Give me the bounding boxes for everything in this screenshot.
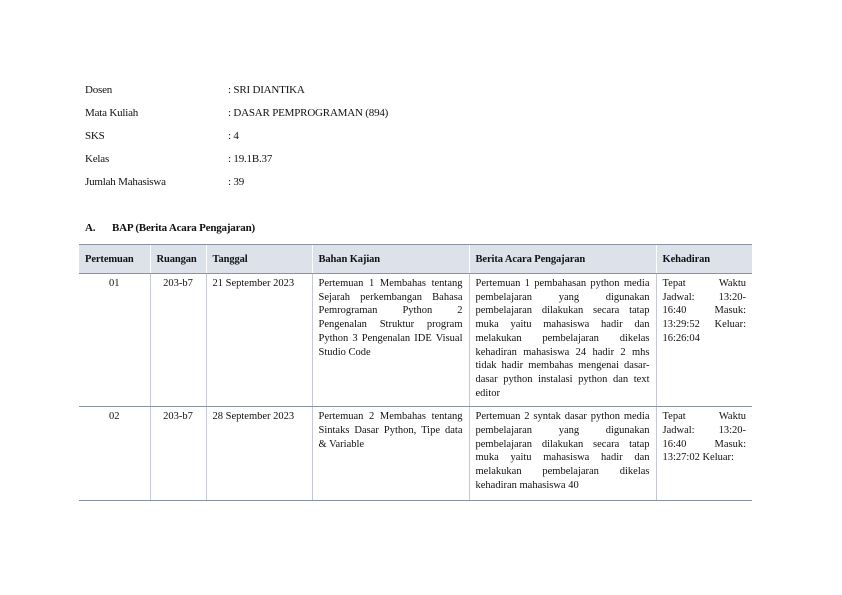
info-label: Kelas xyxy=(85,153,110,165)
section-heading xyxy=(85,222,255,234)
cell-tanggal: 21 September 2023 xyxy=(206,274,312,407)
info-value: : DASAR PEMPROGRAMAN (894) xyxy=(228,107,389,119)
column-header-ruangan: Ruangan xyxy=(150,245,206,274)
info-row-jumlah-mahasiswa xyxy=(85,176,388,199)
info-row-dosen xyxy=(85,84,388,107)
cell-berita-acara: Pertemuan 2 syntak dasar python media pembelajaran yang digunakan pembelajaran dilakukan secara tatap muka yaitu mahasiswa hadir dan melakukan pembelajaran dikelas kehadiran mahasiswa 40 xyxy=(469,407,656,501)
table-row xyxy=(79,274,752,407)
cell-ruangan: 203-b7 xyxy=(150,274,206,407)
column-header-pertemuan: Pertemuan xyxy=(79,245,150,274)
cell-kehadiran: Tepat Waktu Jadwal: 13:20-16:40 Masuk: 13:29:52 Keluar: 16:26:04 xyxy=(656,274,752,407)
info-row-sks xyxy=(85,130,388,153)
info-row-kelas xyxy=(85,153,388,176)
table-row xyxy=(79,407,752,501)
info-value: : 4 xyxy=(228,130,239,142)
column-header-bahan-kajian: Bahan Kajian xyxy=(312,245,469,274)
cell-berita-acara: Pertemuan 1 pembahasan python media pembelajaran yang digunakan pembelajaran dilakukan secara tatap muka yaitu mahasiswa hadir dan melakukan pembelajaran dikelas kehadiran mahasiswa 24 hadir 2 mhs tidak hadir membahas mengenai dasar-dasar python instalasi python dan text editor xyxy=(469,274,656,407)
info-label: Mata Kuliah xyxy=(85,107,139,119)
table-header-row xyxy=(79,245,752,274)
info-label: Jumlah Mahasiswa xyxy=(85,176,166,188)
cell-ruangan: 203-b7 xyxy=(150,407,206,501)
info-label: SKS xyxy=(85,130,105,142)
cell-bahan-kajian: Pertemuan 2 Membahas tentang Sintaks Dasar Python, Tipe data & Variable xyxy=(312,407,469,501)
info-value: : 39 xyxy=(228,176,245,188)
section-number: A. xyxy=(85,222,96,234)
cell-pertemuan: 02 xyxy=(79,407,150,501)
cell-kehadiran: Tepat Waktu Jadwal: 13:20-16:40 Masuk: 13:27:02 Keluar: xyxy=(656,407,752,501)
section-title: BAP (Berita Acara Pengajaran) xyxy=(112,222,255,234)
column-header-tanggal: Tanggal xyxy=(206,245,312,274)
cell-tanggal: 28 September 2023 xyxy=(206,407,312,501)
info-row-mata-kuliah xyxy=(85,107,388,130)
column-header-berita-acara: Berita Acara Pengajaran xyxy=(469,245,656,274)
bap-table xyxy=(79,244,752,501)
column-header-kehadiran: Kehadiran xyxy=(656,245,752,274)
info-value: : SRI DIANTIKA xyxy=(228,84,305,96)
course-info xyxy=(85,84,388,199)
cell-bahan-kajian: Pertemuan 1 Membahas tentang Sejarah perkembangan Bahasa Pemrograman Python 2 Pengenalan Struktur program Python 3 Pengenalan IDE Visual Studio Code xyxy=(312,274,469,407)
info-value: : 19.1B.37 xyxy=(228,153,273,165)
info-label: Dosen xyxy=(85,84,113,96)
cell-pertemuan: 01 xyxy=(79,274,150,407)
